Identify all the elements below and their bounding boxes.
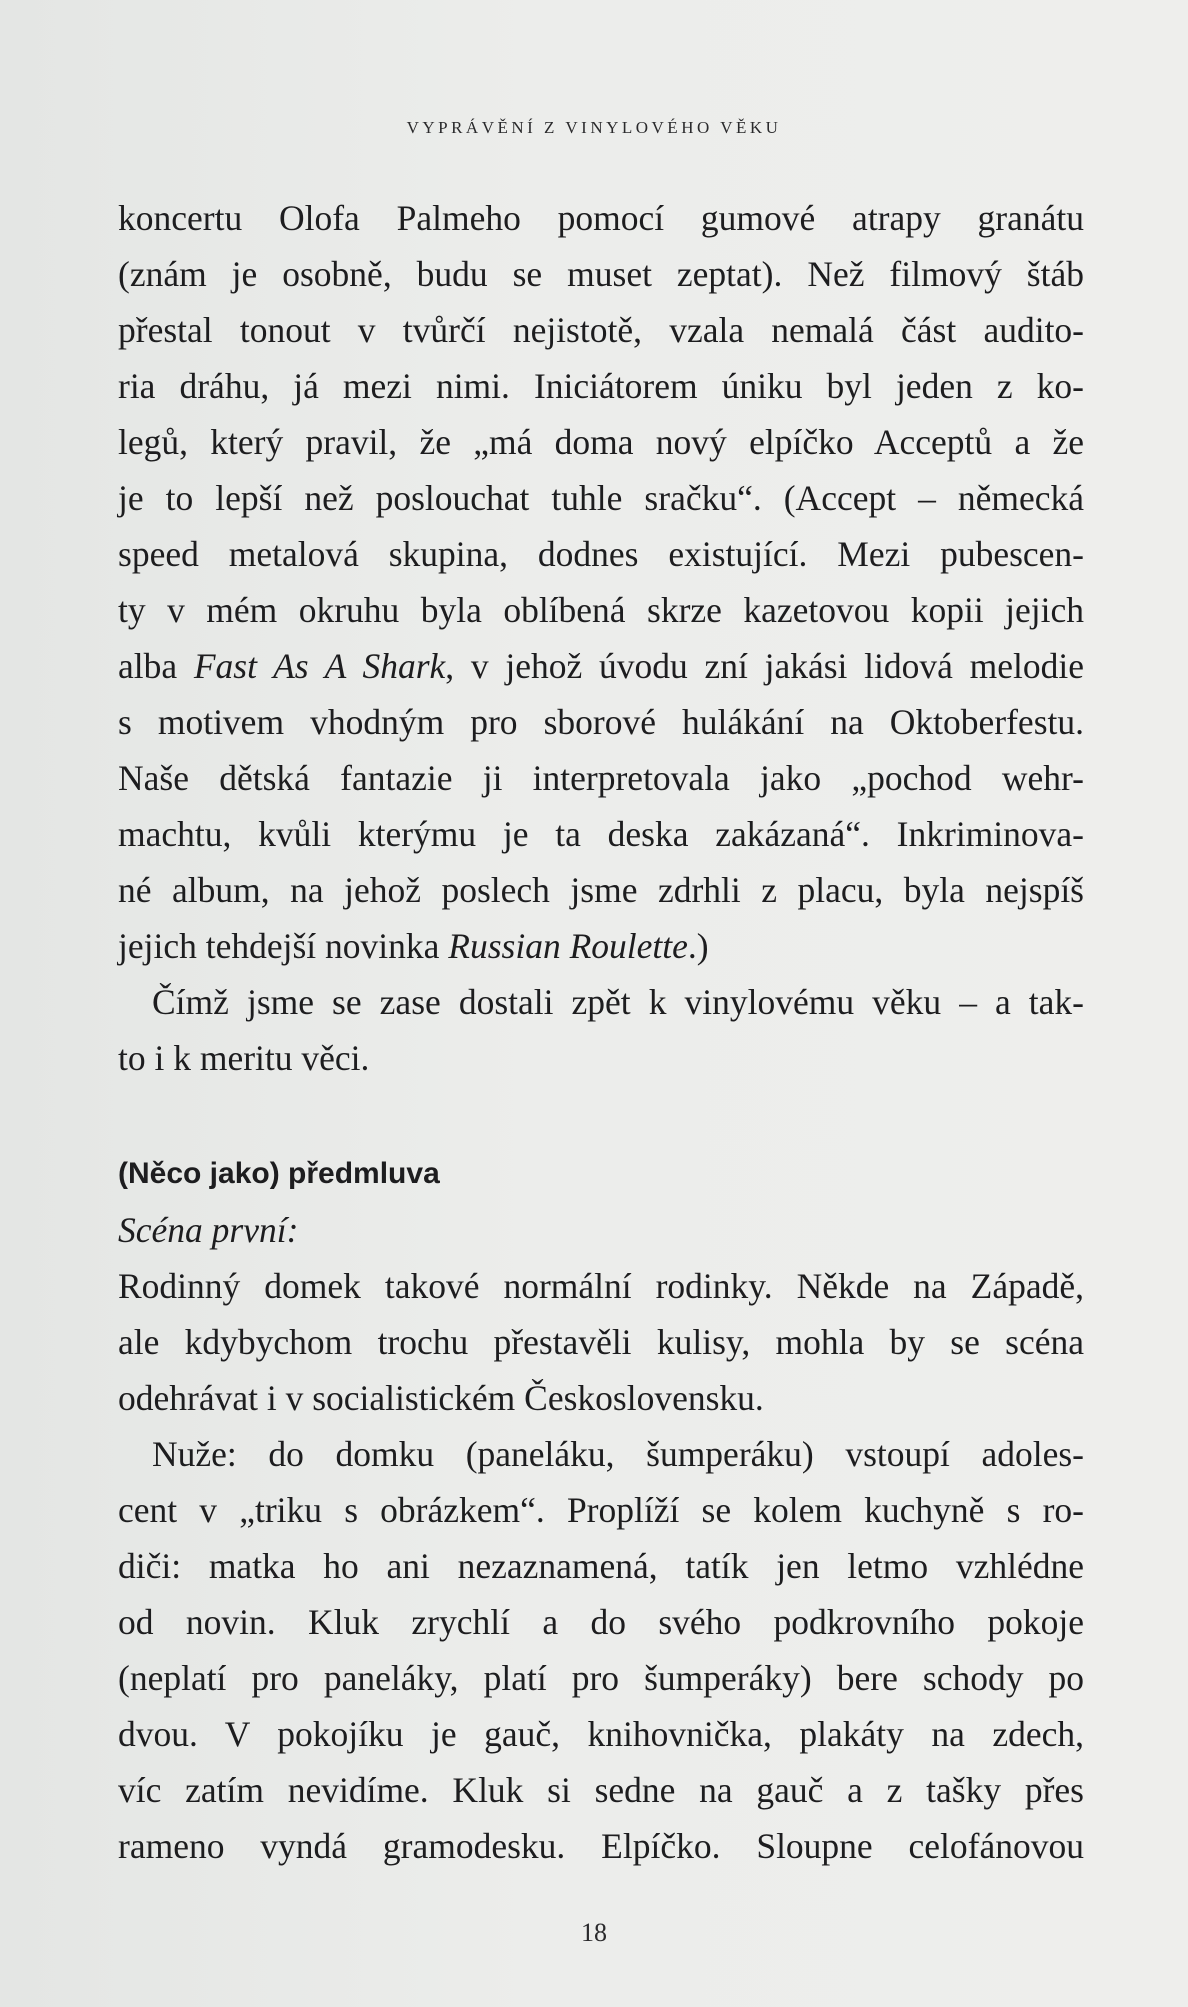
text-line [118,638,1084,694]
text-segment: .) [687,926,709,966]
text-line: né album, na jehož poslech jsme zdrhli z placu, byla nejspíš [118,870,1084,910]
text-line: s motivem vhodným pro sborové hulákání na Oktoberfestu. [118,702,1084,742]
text-line: ale kdybychom trochu přestavěli kulisy, mohla by se scéna [118,1322,1084,1362]
text-line: Čímž jsme se zase dostali zpět k vinylovému věku – a tak- [152,982,1084,1022]
text-line: je to lepší než poslouchat tuhle sračku“. (Accept – německá [118,478,1084,518]
section-subheading: Scéna první: [118,1210,299,1250]
body-text [118,190,1084,1086]
running-head: VYPRÁVĚNÍ Z VINYLOVÉHO VĚKU [406,118,782,137]
text-segment: jejich tehdejší novinka [118,926,449,966]
text-line: koncertu Olofa Palmeho pomocí gumové atrapy granátu [118,198,1084,238]
text-line: (neplatí pro paneláky, platí pro šumperáky) bere schody po [118,1658,1084,1698]
album-title: Fast As A Shark [193,646,446,686]
text-line: Rodinný domek takové normální rodinky. Někde na Západě, [118,1266,1084,1306]
text-line: diči: matka ho ani nezaznamená, tatík jen letmo vzhlédne [118,1546,1084,1586]
text-line: legů, který pravil, že „má doma nový elpíčko Acceptů a že [118,422,1084,462]
text-line: přestal tonout v tvůrčí nejistotě, vzala nemalá část audito- [118,310,1084,350]
text-segment: , v jehož úvodu zní jakási lidová melodie [445,646,1084,686]
text-line: speed metalová skupina, dodnes existující. Mezi pubescen- [118,534,1084,574]
text-line: víc zatím nevidíme. Kluk si sedne na gauč a z tašky přes [118,1770,1084,1810]
text-line: (znám je osobně, budu se muset zeptat). Než filmový štáb [118,254,1084,294]
text-line: machtu, kvůli kterýmu je ta deska zakázaná“. Inkriminova- [118,814,1084,854]
text-line: odehrávat i v socialistickém Československu. [118,1378,764,1418]
text-line: ria dráhu, já mezi nimi. Iniciátorem úniku byl jeden z ko- [118,366,1084,406]
section [118,1146,1084,1874]
text-segment: alba [118,646,194,686]
text-line [118,918,1084,974]
text-line: dvou. V pokojíku je gauč, knihovnička, plakáty na zdech, [118,1714,1084,1754]
text-line: cent v „triku s obrázkem“. Proplíží se kolem kuchyně s ro- [118,1490,1084,1530]
text-line: Nuže: do domku (paneláku, šumperáku) vstoupí adoles- [152,1434,1084,1474]
text-line: od novin. Kluk zrychlí a do svého podkrovního pokoje [118,1602,1084,1642]
text-line: Naše dětská fantazie ji interpretovala jako „pochod wehr- [118,758,1084,798]
page-number: 18 [581,1918,607,1947]
text-line: to i k meritu věci. [118,1038,370,1078]
text-line: ty v mém okruhu byla oblíbená skrze kazetovou kopii jejich [118,590,1084,630]
section-heading: (Něco jako) předmluva [118,1157,440,1190]
text-line: rameno vyndá gramodesku. Elpíčko. Sloupne celofánovou [118,1826,1084,1866]
album-title: Russian Roulette [448,926,688,966]
